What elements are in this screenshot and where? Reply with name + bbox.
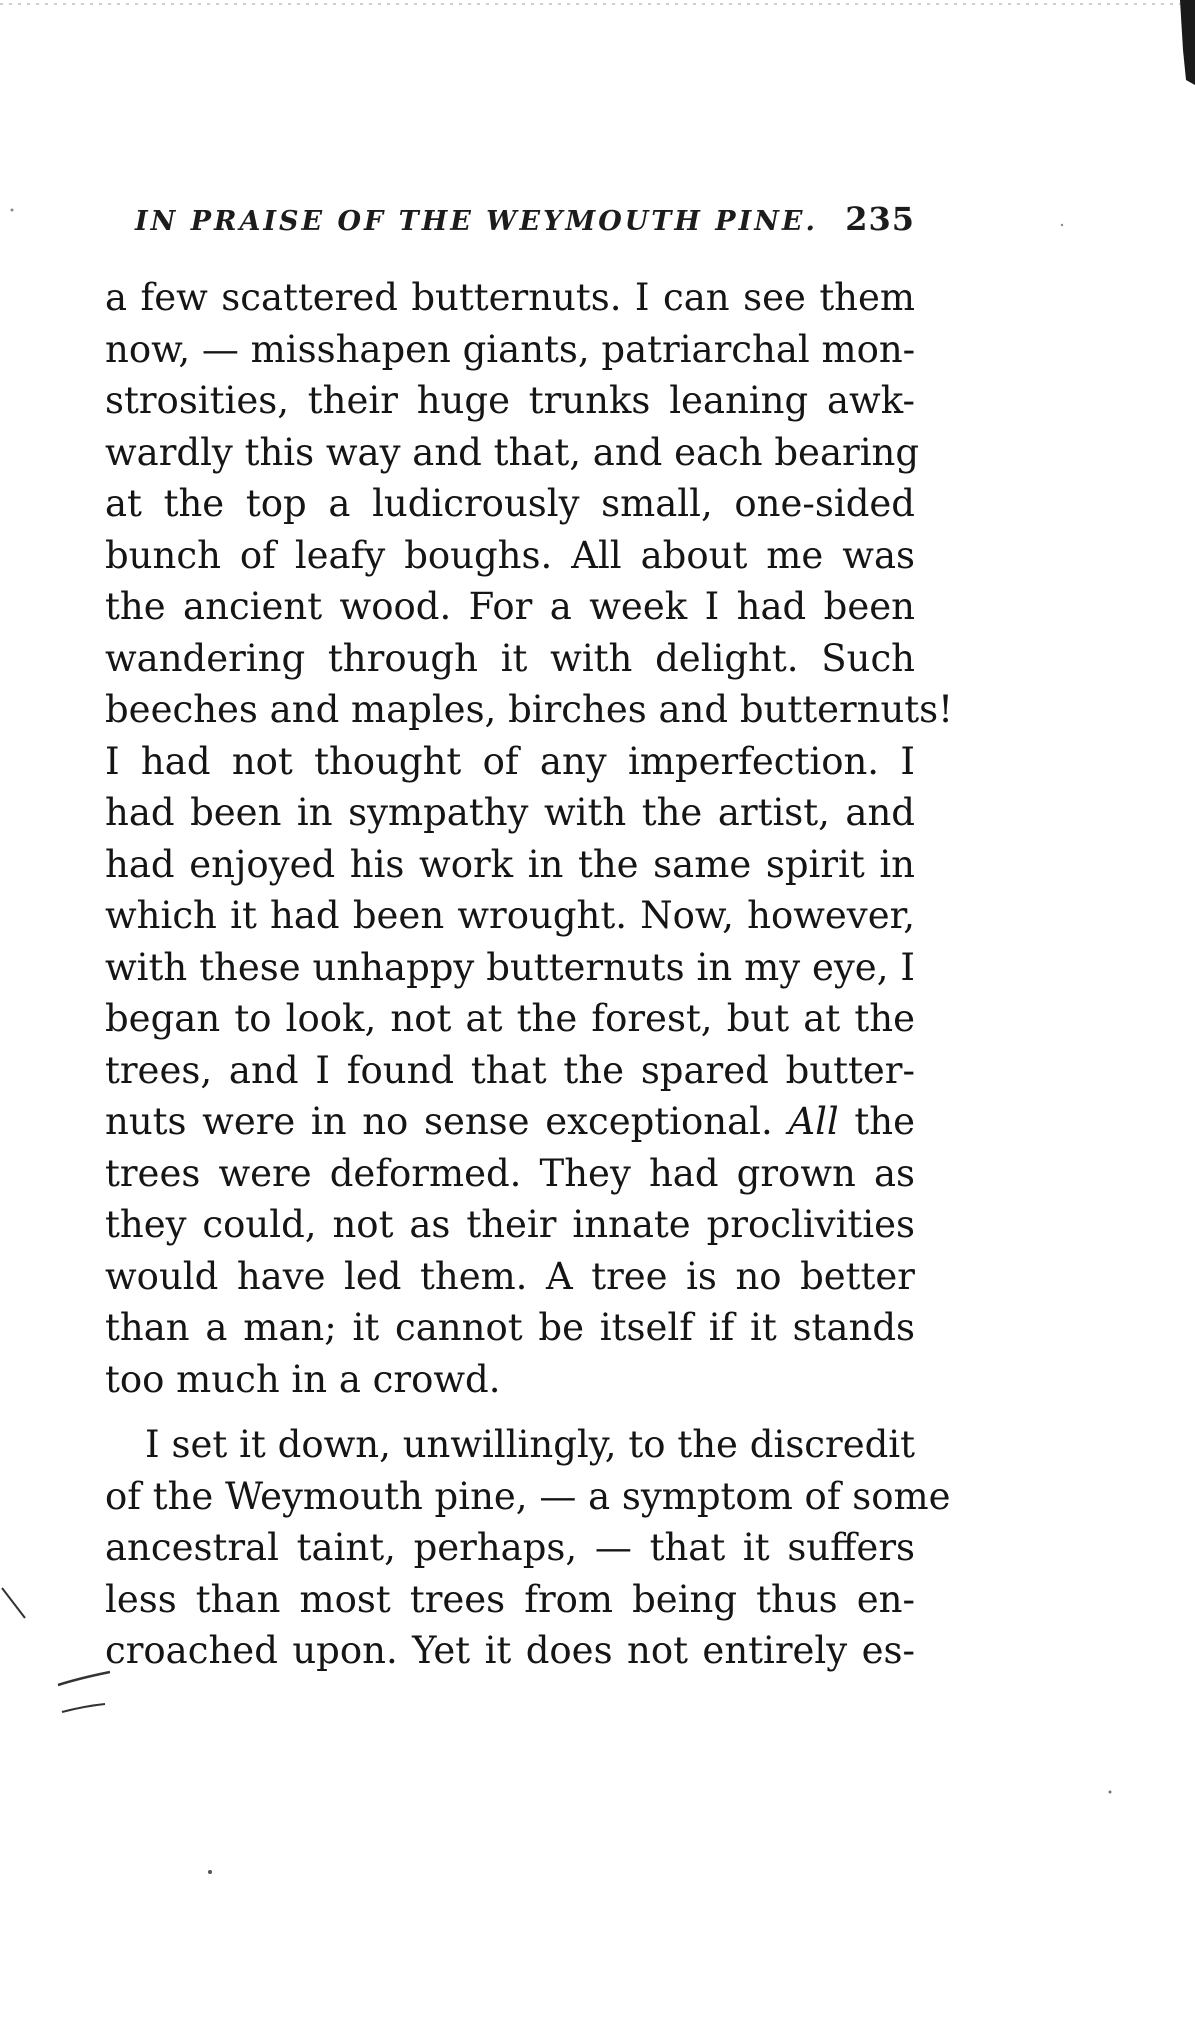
text-line: than a man; it cannot be itself if it stands <box>105 1306 915 1349</box>
text-line: the ancient wood. For a week I had been <box>105 585 915 628</box>
text-segment: nuts were in no sense exceptional. <box>105 1100 789 1143</box>
text-line: a few scattered butternuts. I can see them <box>105 276 915 319</box>
text-line: wardly this way and that, and each bearing <box>105 430 920 474</box>
text-line: I had not thought of any imperfection. I <box>105 739 915 783</box>
text-line: I set it down, unwillingly, to the discredit <box>145 1423 915 1466</box>
text-line: would have led them. A tree is no better <box>105 1254 915 1298</box>
paragraph-gap <box>105 1405 915 1419</box>
speck <box>208 1870 212 1874</box>
body-text <box>105 272 954 1677</box>
speck <box>1061 224 1063 226</box>
page-header <box>135 200 915 244</box>
text-line: strosities, their huge trunks leaning awk- <box>105 379 915 422</box>
text-line: wandering through it with delight. Such <box>105 636 915 680</box>
running-head: IN PRAISE OF THE WEYMOUTH PINE. <box>135 206 818 237</box>
text-line: with these unhappy butternuts in my eye, I <box>105 945 915 989</box>
emphasized-word: All <box>788 1100 839 1143</box>
text-segment: the <box>838 1100 915 1143</box>
text-line: had enjoyed his work in the same spirit in <box>105 842 915 886</box>
pencil-mark <box>2 1588 25 1618</box>
binding-shadow <box>1180 0 1195 85</box>
text-line: they could, not as their innate proclivities <box>105 1203 915 1246</box>
text-line: of the Weymouth pine, — a symptom of some <box>105 1474 951 1518</box>
text-line: less than most trees from being thus en- <box>105 1577 915 1621</box>
text-line: trees, and I found that the spared butter- <box>105 1048 915 1092</box>
pencil-mark <box>62 1704 105 1712</box>
text-line: bunch of leafy boughs. All about me was <box>105 533 915 577</box>
text-line: beeches and maples, birches and butternuts! <box>105 688 954 731</box>
text-line: began to look, not at the forest, but at the <box>105 997 915 1040</box>
text-line: ancestral taint, perhaps, — that it suffers <box>105 1526 915 1569</box>
text-line: trees were deformed. They had grown as <box>105 1151 915 1195</box>
speck <box>11 209 14 212</box>
text-line: now, — misshapen giants, patriarchal mon- <box>105 327 916 371</box>
speck <box>1109 1791 1112 1794</box>
text-line: which it had been wrought. Now, however, <box>105 894 915 937</box>
text-line: at the top a ludicrously small, one-sided <box>105 482 915 525</box>
text-line: croached upon. Yet it does not entirely es- <box>105 1629 915 1672</box>
pencil-mark <box>58 1672 110 1685</box>
text-line: too much in a crowd. <box>105 1357 501 1401</box>
text-line-with-emphasis <box>105 1096 915 1148</box>
page-number: 235 <box>845 200 915 238</box>
text-line: had been in sympathy with the artist, and <box>105 791 915 834</box>
